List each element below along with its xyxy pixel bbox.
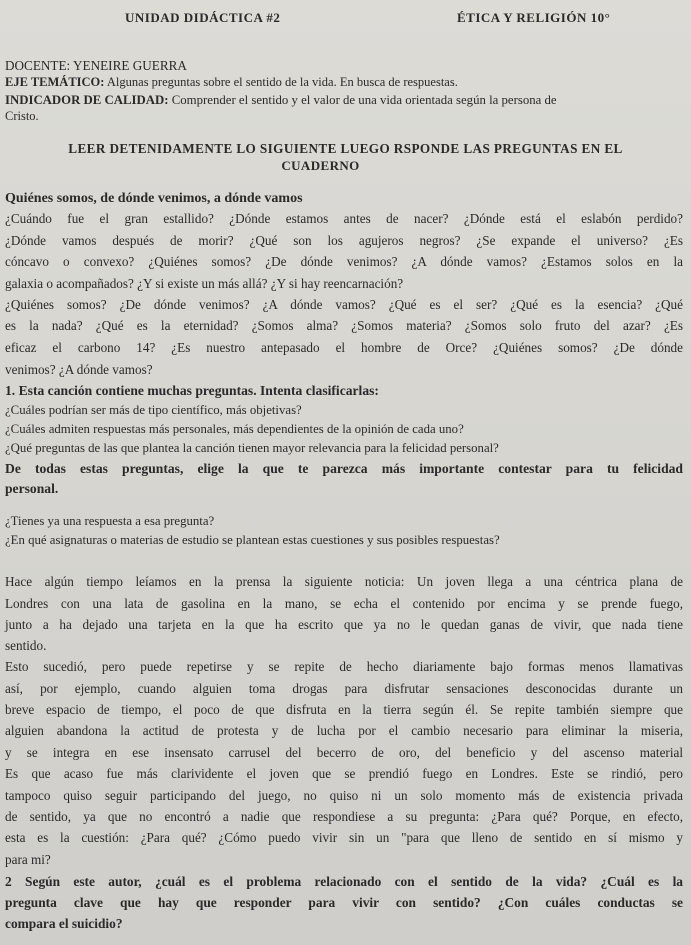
song-line: cóncavo o convexo? ¿Quiénes somos? ¿De dónde venimos? ¿A dónde vamos? ¿Estamos solos en la	[5, 254, 683, 269]
reading-line: Esto sucedió, pero puede repetirse y se repite de hecho diariamente bajo formas menos llamativas	[5, 659, 683, 674]
instruction-line-2: CUADERNO	[281, 158, 360, 173]
question1-follow: ¿Tienes ya una respuesta a esa pregunta?	[5, 514, 215, 528]
question1-line: ¿Qué preguntas de las que plantea la canción tienen mayor relevancia para la felicidad personal?	[5, 441, 499, 455]
question2-line: compara el suicidio?	[5, 916, 123, 931]
song-line: es la nada? ¿Qué es la eternidad? ¿Somos alma? ¿Somos materia? ¿Somos solo fruto del azar? ¿Es	[5, 318, 683, 333]
question1-follow: ¿En qué asignaturas o materias de estudio se plantean estas cuestiones y sus posibles respuestas?	[5, 533, 500, 547]
instruction-line-1: LEER DETENIDAMENTE LO SIGUIENTE LUEGO RSPONDE LAS PREGUNTAS EN EL	[68, 141, 623, 156]
indicator-text-1: Comprender el sentido y el valor de una vida orientada según la persona de	[171, 93, 557, 107]
song-line: venimos? ¿A dónde vamos?	[5, 362, 153, 377]
question2-line: 2 Según este autor, ¿cuál es el problema relacionado con el sentido de la vida? ¿Cuál es la	[5, 874, 683, 889]
axis-label: EJE TEMÁTICO:	[5, 75, 105, 89]
teacher-label: DOCENTE:	[5, 58, 71, 73]
song-line: ¿Dónde vamos después de morir? ¿Qué son los agujeros negros? ¿Se expande el universo? ¿Es	[5, 233, 683, 248]
reading-line: sentido.	[5, 638, 47, 653]
song-line: ¿Quiénes somos? ¿De dónde venimos? ¿A dónde vamos? ¿Qué es el ser? ¿Qué es la esencia? ¿Qué	[5, 297, 683, 312]
question1-line: ¿Cuáles podrían ser más de tipo científico, más objetivas?	[5, 403, 302, 417]
song-line: ¿Cuándo fue el gran estallido? ¿Dónde estamos antes de nacer? ¿Dónde está el eslabón perdido?	[5, 211, 683, 226]
reading-line: así, por ejemplo, cuando alguien toma drogas para disfrutar sensaciones desconocidas durante un	[5, 681, 683, 696]
song-line: galaxia o acompañados? ¿Y si existe un más allá? ¿Y si hay reencarnación?	[5, 276, 404, 291]
reading-line: Hace algún tiempo leíamos en la prensa la siguiente noticia: Un joven llega a una céntrica plana de	[5, 574, 683, 589]
question2-line: pregunta clave que hay que responder para vivir con sentido? ¿Con cuáles conductas se	[5, 895, 683, 910]
indicator-label: INDICADOR DE CALIDAD:	[5, 93, 169, 107]
document-header	[125, 10, 661, 26]
teacher-name: YENEIRE GUERRA	[73, 58, 187, 73]
reading-line: Londres con una lata de gasolina en la mano, se echa el contenido por encima y se prende fuego,	[5, 596, 683, 611]
question1-bold-line: personal.	[5, 481, 59, 496]
reading-line: tampoco quiso seguir participando del juego, no quiso ni un solo momento más de existencia privada	[5, 788, 683, 803]
reading-line: alguien abandona la actitud de protesta y de lucha por el cambio necesario para eliminar la miseria,	[5, 723, 683, 738]
reading-line: breve espacio de tiempo, el poco de que disfruta en la tierra según él. Se repite también siempre que	[5, 702, 683, 717]
indicator-text-2: Cristo.	[5, 109, 39, 123]
song-title: Quiénes somos, de dónde venimos, a dónde vamos	[5, 191, 303, 206]
axis-line	[5, 74, 683, 90]
question1-bold-line: De todas estas preguntas, elige la que te parezca más importante contestar para tu felicidad	[5, 461, 683, 476]
song-line: eficaz el carbono 14? ¿Es nuestro antepasado el hombre de Orce? ¿Quiénes somos? ¿De dónde	[5, 340, 683, 355]
reading-line: para mi?	[5, 852, 51, 867]
reading-line: esta es la cuestión: ¿Para qué? ¿Cómo puedo vivir sin un "para que lleno de sentido en sí mismo y	[5, 830, 683, 845]
question1-line: ¿Cuáles admiten respuestas más personales, más dependientes de la opinión de cada uno?	[5, 422, 464, 436]
indicator-line	[5, 92, 683, 108]
reading-line: junto a ha dejado una tarjeta en la que ha escrito que ya no le quedan ganas de vivir, que nada tiene	[5, 617, 683, 632]
reading-line: y se integra en ese insensato carrusel del becerro de oro, del beneficio y del ascenso material	[5, 745, 683, 760]
reading-line: Es que acaso fue más clarividente el joven que se prendió fuego en Londres. Este se rindió, pero	[5, 766, 683, 781]
question1-title: 1. Esta canción contiene muchas preguntas. Intenta clasificarlas:	[5, 383, 379, 398]
axis-text: Algunas preguntas sobre el sentido de la vida. En busca de respuestas.	[106, 75, 458, 89]
reading-line: de sentido, ya que no encontró a nadie que respondiese a su pregunta: ¿Para qué? Porque, en efecto,	[5, 809, 683, 824]
unit-title: UNIDAD DIDÁCTICA #2	[125, 10, 281, 25]
subject-title: ÉTICA Y RELIGIÓN 10°	[457, 10, 611, 25]
teacher-line	[5, 58, 683, 74]
